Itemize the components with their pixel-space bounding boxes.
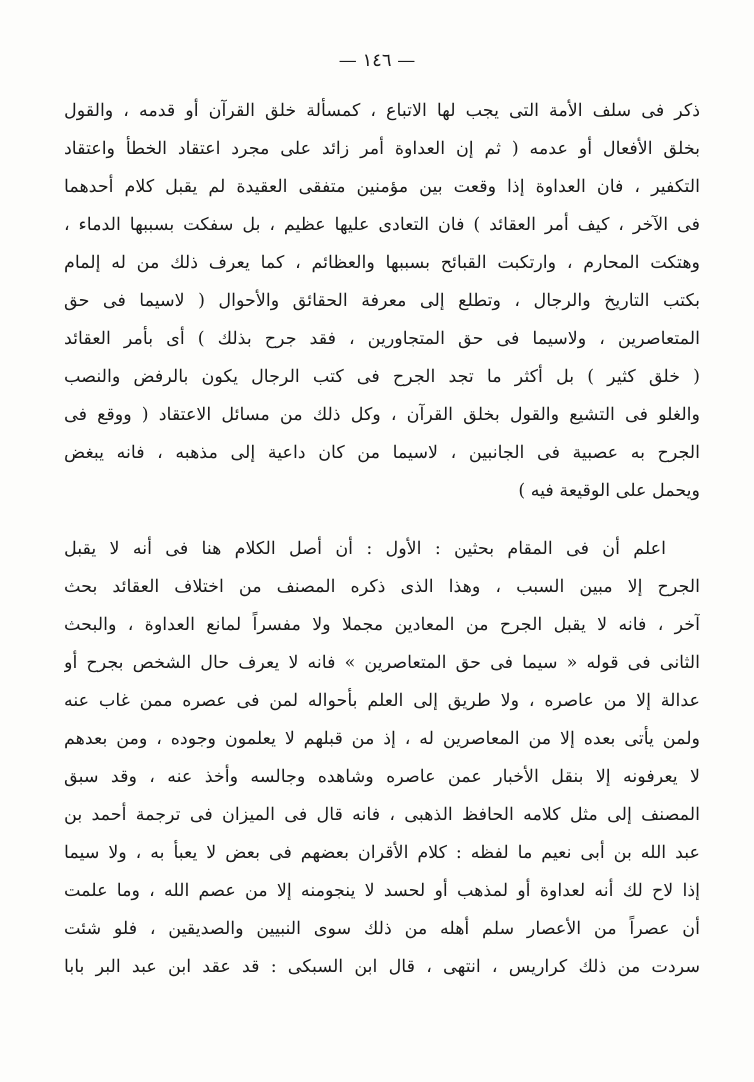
text-line: فى الآخر ، كيف أمر العقائد ) فان التعادى عليها عظيم ، بل سفكت بسببها الدماء ، [64, 215, 700, 235]
text-line: عبد الله بن أبى نعيم ما لفظه : كلام الأقران بعضهم فى بعض لا يعبأ به ، ولا سيما [64, 843, 700, 863]
paragraph-2 [64, 530, 700, 986]
text-line: لا يعرفونه إلا بنقل الأخبار عمن عاصره وشاهده وجالسه وأخذ عنه ، وقد سبق [64, 767, 700, 787]
text-line: وهتكت المحارم ، وارتكبت القبائح بسببها والعظائم ، كما يعرف ذلك من له إلمام [64, 253, 700, 273]
text-line: سردت من ذلك كراريس ، انتهى ، قال ابن السبكى : قد عقد ابن عبد البر بابا [64, 957, 700, 977]
text-line: أن عصراً من الأعصار سلم أهله من ذلك سوى النبيين والصديقين ، فلو شئت [64, 919, 700, 939]
page-number: — ١٤٦ — [338, 50, 416, 71]
text-line: بكتب التاريخ والرجال ، وتطلع إلى معرفة الحقائق والأحوال ( لاسيما فى حق [64, 291, 700, 311]
text-line: عدالة إلا من عاصره ، ولا طريق إلى العلم بأحواله لمن فى عصره ممن غاب عنه [64, 691, 700, 711]
text-line: والغلو فى التشيع والقول بخلق القرآن ، وكل ذلك من مسائل الاعتقاد ( ووقع فى [64, 405, 700, 425]
text-line: آخر ، فانه لا يقبل الجرح من المعادين مجملا ولا مفسراً لمانع العداوة ، والبحث [64, 615, 700, 635]
text-line: الثانى فى قوله « سيما فى حق المتعاصرين » فانه لا يعرف حال الشخص بجرح أو [64, 653, 700, 673]
text-line: ( خلق كثير ) بل أكثر ما تجد الجرح فى كتب الرجال يكون بالرفض والنصب [64, 367, 700, 387]
text-line: ولمن يأتى بعده إلا من المعاصرين له ، إذ من قبلهم لا يعلمون وجوده ، ومن بعدهم [64, 729, 700, 749]
text-line: المتعاصرين ، ولاسيما فى حق المتجاورين ، فقد جرح بذلك ) أى بأمر العقائد [64, 329, 700, 349]
text-line: الجرح به عصبية فى الجانبين ، لاسيما من كان داعية إلى مذهبه ، فانه يبغض [64, 443, 700, 463]
text-line: إذا لاح لك أنه لعداوة أو لمذهب أو لحسد لا ينجومنه إلا من عصم الله ، وما علمت [64, 881, 700, 901]
text-line: ذكر فى سلف الأمة التى يجب لها الاتباع ، كمسألة خلق القرآن أو قدمه ، والقول [64, 101, 700, 121]
text-line: التكفير ، فان العداوة إذا وقعت بين مؤمنين متفقى العقيدة لم يقبل كلام أحدهما [64, 177, 700, 197]
text-line: اعلم أن فى المقام بحثين : الأول : أن أصل الكلام هنا فى أنه لا يقبل [64, 539, 666, 559]
text-line: ويحمل على الوقيعة فيه ) [518, 481, 700, 501]
paragraph-1 [64, 92, 700, 510]
text-line: الجرح إلا مبين السبب ، وهذا الذى ذكره المصنف من اختلاف العقائد بحث [64, 577, 700, 597]
text-line: بخلق الأفعال أو عدمه ( ثم إن العداوة أمر زائد على مجرد اعتقاد الخطأ واعتقاد [64, 139, 700, 159]
text-line: المصنف إلى مثل كلامه الحافظ الذهبى ، فانه قال فى الميزان فى ترجمة أحمد بن [64, 805, 700, 825]
